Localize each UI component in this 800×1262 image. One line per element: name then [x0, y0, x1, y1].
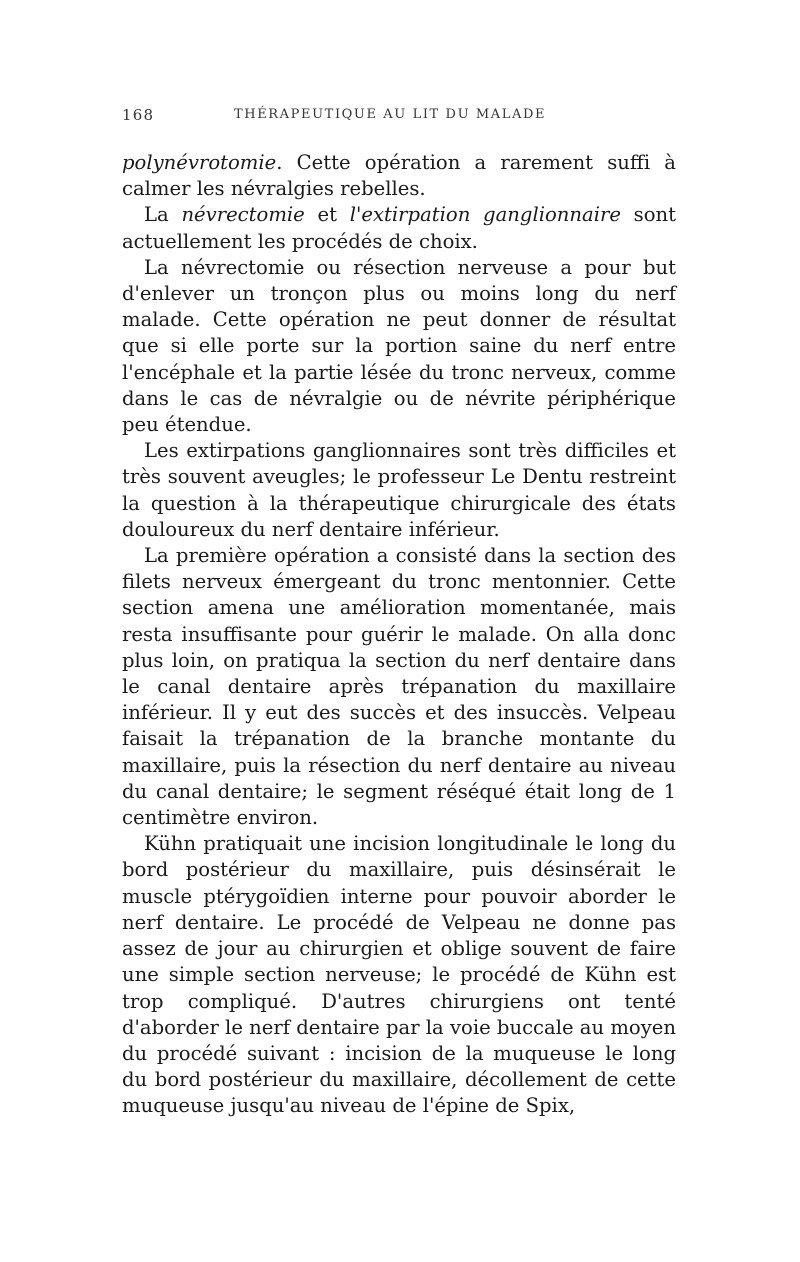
body-text [122, 150, 676, 1120]
paragraph-2-middle: et [304, 203, 350, 227]
italic-term-polynevrotomie: polynévrotomie [122, 151, 277, 174]
paragraph-2-prefix: La [144, 203, 182, 227]
paragraph-1-text: . Cette opération a rarement suffi à calmer les névralgies rebelles. [122, 151, 676, 201]
page-number: 168 [122, 106, 155, 124]
paragraph-3: La névrectomie ou résection nerveuse a pour but d'enlever un tronçon plus ou moins long du nerf malade. Cette opération ne peut donner de résultat que si elle porte sur la portion saine du nerf entre l'encéphale et la partie lésée du tronc nerveux, comme dans le cas de névralgie ou de névrite périphérique peu étendue. [122, 255, 676, 437]
running-title: THÉRAPEUTIQUE AU LIT DU MALADE [234, 107, 547, 122]
paragraph-6: Kühn pratiquait une incision longitudinale le long du bord postérieur du maxillaire, puis désinsérait le muscle ptérygoïdien interne pour pouvoir aborder le nerf dentaire. Le procédé de Velpeau ne donne pas assez de jour au chirurgien et oblige souvent de faire une simple section nerveuse; le procédé de Kühn est trop compliqué. D'autres chirurgiens ont tenté d'aborder le nerf dentaire par la voie buccale au moyen du procédé suivant : incision de la muqueuse le long du bord postérieur du maxillaire, décollement de cette muqueuse jusqu'au niveau de l'épine de Spix, [122, 832, 676, 1118]
running-head [122, 106, 682, 130]
paragraph-5: La première opération a consisté dans la section des filets nerveux émergeant du tronc mentonnier. Cette section amena une amélioration momentanée, mais resta insuffisante pour guérir le malade. On alla donc plus loin, on pratiqua la section du nerf dentaire dans le canal dentaire après trépanation du maxillaire inférieur. Il y eut des succès et des insuccès. Velpeau faisait la trépanation de la branche montante du maxillaire, puis la résection du nerf dentaire au niveau du canal dentaire; le segment réséqué était long de 1 centimètre environ. [122, 544, 676, 830]
paragraph-4: Les extirpations ganglionnaires sont très difficiles et très souvent aveugles; le professeur Le Dentu restreint la question à la thérapeutique chirurgicale des états douloureux du nerf dentaire inférieur. [122, 439, 676, 541]
paragraph-2 [122, 202, 676, 254]
italic-term-nevrectomie: névrectomie [181, 203, 305, 227]
italic-term-extirpation: l'extirpation ganglionnaire [349, 203, 621, 227]
paragraph-1 [122, 150, 676, 202]
paragraph-2-suffix: sont actuellement les procédés de choix. [122, 203, 677, 253]
